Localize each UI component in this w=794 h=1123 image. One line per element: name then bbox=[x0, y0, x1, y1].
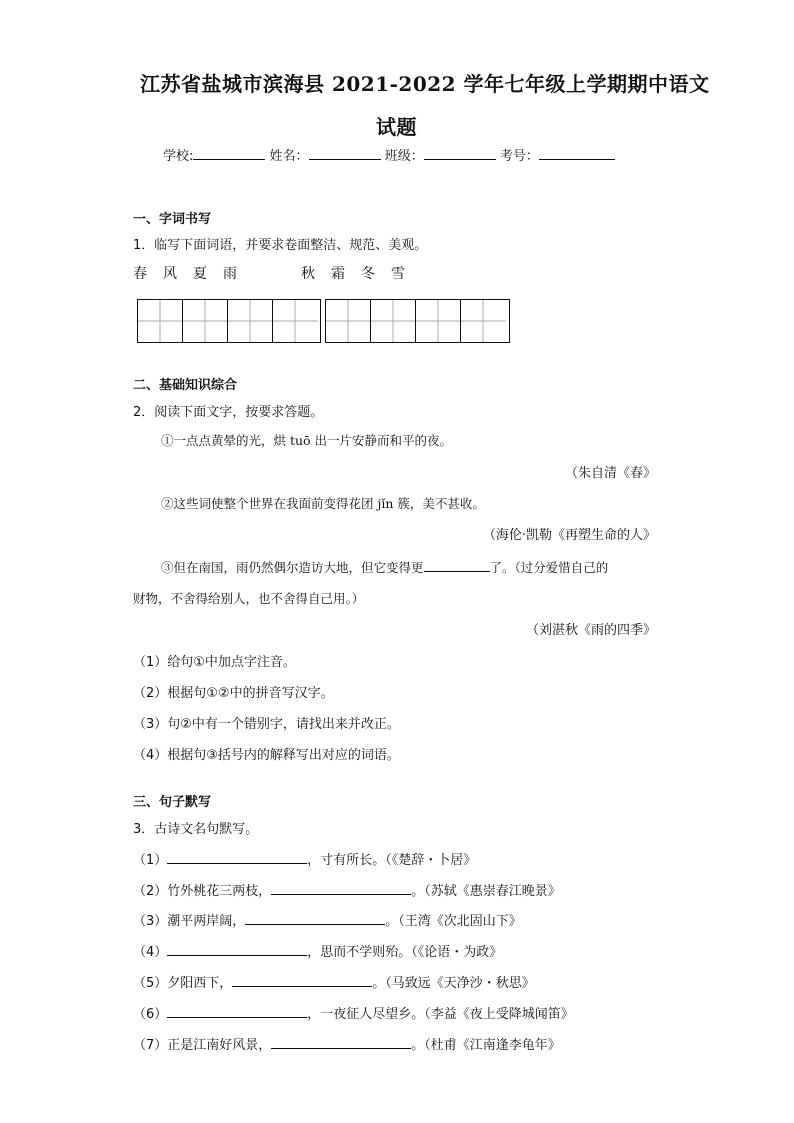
passage-sentence-3-cont: 财物，不舍得给别人，也不舍得自己用。） bbox=[133, 591, 365, 606]
recite-line-5 bbox=[133, 972, 535, 991]
recite-line-1 bbox=[133, 849, 476, 868]
question-2: 2．阅读下面文字，按要求答题。 bbox=[133, 405, 324, 420]
line-number: （3） bbox=[133, 914, 168, 929]
line-text: 正是江南好风景， bbox=[167, 1038, 272, 1053]
passage-source-2: （海伦·凯勒《再塑生命的人》 bbox=[482, 528, 656, 543]
answer-blank[interactable] bbox=[271, 880, 411, 895]
name-label: 姓名： bbox=[269, 149, 309, 164]
line-text: 。（苏轼《惠崇春江晚景》 bbox=[411, 884, 561, 899]
passage-sentence-1: ①一点点黄晕的光，烘 tuō 出一片安静而和平的夜。 bbox=[161, 433, 453, 448]
passage-sentence-2: ②这些词使整个世界在我面前变得花团 jǐn 簇，美不甚收。 bbox=[161, 496, 485, 511]
number-field[interactable] bbox=[539, 145, 615, 160]
sub-question: （1）给句①中加点字注音。 bbox=[133, 655, 296, 670]
grid-cell[interactable] bbox=[273, 300, 318, 342]
answer-blank[interactable] bbox=[232, 972, 372, 987]
line-text: 潮平两岸阔， bbox=[167, 914, 246, 929]
line-text: 竹外桃花三两枝， bbox=[167, 884, 272, 899]
grid-cell[interactable] bbox=[371, 300, 416, 342]
sentence-3-part-a: ③但在南国，雨仍然偶尔造访大地，但它变得更 bbox=[161, 560, 424, 575]
school-label: 学校: bbox=[163, 149, 194, 164]
line-text: ，寸有所长。（《楚辞・卜居》 bbox=[307, 853, 477, 868]
answer-blank[interactable] bbox=[167, 1003, 307, 1018]
grid-cell[interactable] bbox=[326, 300, 371, 342]
section-heading: 三、句子默写 bbox=[133, 795, 212, 810]
line-text: 。（杜甫《江南逢李龟年》 bbox=[411, 1038, 561, 1053]
line-number: （7） bbox=[133, 1038, 168, 1053]
char: 雪 bbox=[391, 266, 405, 282]
copy-chars-left bbox=[133, 263, 253, 283]
sub-question: （2）根据句①②中的拼音写汉字。 bbox=[133, 686, 334, 701]
recite-line-2 bbox=[133, 880, 561, 899]
line-text: 。（王湾《次北固山下》 bbox=[385, 914, 522, 929]
char: 霜 bbox=[331, 266, 345, 282]
recite-line-6 bbox=[133, 1003, 574, 1022]
page-title: 江苏省盐城市滨海县 2021-2022 学年七年级上学期期中语文 bbox=[140, 72, 710, 96]
line-number: （5） bbox=[133, 976, 168, 991]
school-field[interactable] bbox=[193, 145, 265, 160]
name-field[interactable] bbox=[309, 145, 381, 160]
answer-blank[interactable] bbox=[245, 910, 385, 925]
grid-cell[interactable] bbox=[183, 300, 228, 342]
copy-chars-right bbox=[301, 263, 421, 283]
char: 秋 bbox=[301, 266, 315, 282]
recite-line-7 bbox=[133, 1034, 561, 1053]
line-number: （1） bbox=[133, 853, 168, 868]
char: 春 bbox=[133, 266, 147, 282]
line-text: ，一夜征人尽望乡。（李益《夜上受降城闻笛》 bbox=[307, 1007, 574, 1022]
class-field[interactable] bbox=[424, 145, 496, 160]
grid-cell[interactable] bbox=[416, 300, 461, 342]
writing-grid-right[interactable] bbox=[325, 299, 510, 343]
number-label: 考号： bbox=[499, 149, 539, 164]
char: 风 bbox=[163, 266, 177, 282]
section-heading: 一、字词书写 bbox=[133, 212, 212, 227]
recite-line-3 bbox=[133, 910, 522, 929]
section-heading: 二、基础知识综合 bbox=[133, 378, 238, 393]
line-number: （2） bbox=[133, 884, 168, 899]
student-info bbox=[163, 145, 615, 164]
sub-question: （3）句②中有一个错别字，请找出来并改正。 bbox=[133, 717, 400, 732]
grid-cell[interactable] bbox=[228, 300, 273, 342]
passage-source-1: （朱自清《春》 bbox=[564, 466, 656, 481]
grid-cell[interactable] bbox=[461, 300, 506, 342]
class-label: 班级： bbox=[384, 149, 424, 164]
line-text: 。（马致远《天净沙・秋思》 bbox=[372, 976, 535, 991]
line-text: ，思而不学则殆。（《论语・为政》 bbox=[307, 945, 503, 960]
question-3: 3．古诗文名句默写。 bbox=[133, 822, 259, 837]
sentence-3-part-b: 了。（过分爱惜自己的 bbox=[489, 560, 609, 575]
line-number: （6） bbox=[133, 1007, 168, 1022]
page-title-continued: 试题 bbox=[376, 115, 417, 139]
writing-grid-left[interactable] bbox=[137, 299, 321, 343]
answer-blank[interactable] bbox=[424, 557, 490, 572]
sub-question: （4）根据句③括号内的解释写出对应的词语。 bbox=[133, 748, 400, 763]
char: 冬 bbox=[361, 266, 375, 282]
line-number: （4） bbox=[133, 945, 168, 960]
char: 夏 bbox=[193, 266, 207, 282]
char: 雨 bbox=[223, 266, 237, 282]
question-1: 1．临写下面词语，并要求卷面整洁、规范、美观。 bbox=[133, 238, 428, 253]
passage-sentence-3 bbox=[161, 557, 608, 576]
grid-cell[interactable] bbox=[138, 300, 183, 342]
passage-source-3: （刘湛秋《雨的四季》 bbox=[525, 623, 656, 638]
answer-blank[interactable] bbox=[271, 1034, 411, 1049]
answer-blank[interactable] bbox=[167, 849, 307, 864]
answer-blank[interactable] bbox=[167, 941, 307, 956]
line-text: 夕阳西下， bbox=[167, 976, 233, 991]
recite-line-4 bbox=[133, 941, 502, 960]
